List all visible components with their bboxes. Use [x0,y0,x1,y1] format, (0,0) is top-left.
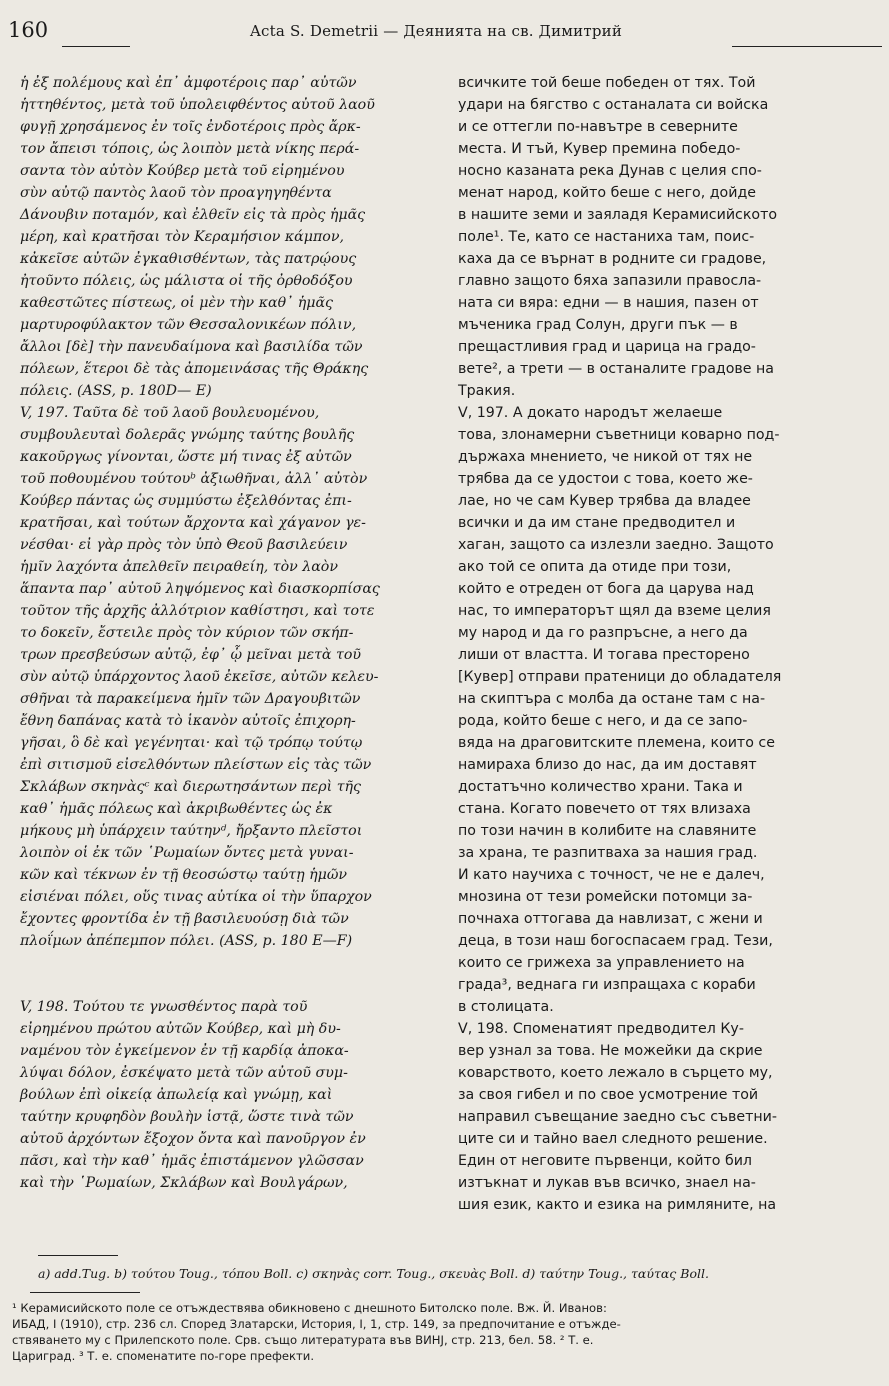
bulgarian-text-line: лае, но че сам Кувер трябва да владее [458,493,751,509]
footnote-rule [30,1292,140,1293]
bulgarian-text-line: и се оттегли по-навътре в северните [458,119,738,135]
greek-text-line: μέρη, καὶ κρατῆσαι τὸν Κεραμήσιον κάμπον, [20,229,344,245]
bulgarian-text-line: носно казаната река Дунав с целия спо- [458,163,762,179]
greek-text-line: αὐτοῦ ἀρχόντων ἔξοχον ὄντα καὶ πανοῦργον ἐν [20,1131,366,1147]
bulgarian-text-line: Тракия. [458,383,516,399]
bulgarian-text-line: V, 198. Споменатият предводител Ку- [458,1021,744,1037]
page-header [0,0,889,60]
greek-text-line: ἄλλοι [δὲ] τὴν πανευδαίμονα καὶ βασιλίδα τῶν [20,339,363,355]
critical-apparatus: a) add.Tug. b) τούτου Toug., τόπου Boll. c) σκηνὰς corr. Toug., σκευὰς Boll. d) ταύτην Toug., ταύτας Boll. [38,1266,709,1281]
greek-text-line: V, 198. Τούτου τε γνωσθέντος παρὰ τοῦ [20,999,308,1015]
bulgarian-text-line: всичките той беше победен от тях. Той [458,75,756,91]
greek-text-line: ἡττηθέντος, μετὰ τοῦ ὑπολειφθέντος αὐτοῦ λαοῦ [20,97,375,113]
greek-text-line: ἅπαντα παρ᾿ αὐτοῦ ληψόμενος καὶ διασκορπίσας [20,581,380,597]
bulgarian-text-line: главно защото бяха запазили правосла- [458,273,762,289]
bulgarian-text-line: мнозина от тези ромейски потомци за- [458,889,753,905]
header-rule-left [62,46,130,47]
bulgarian-text-line: хаган, защото са излезли заедно. Защото [458,537,774,553]
greek-text-line: εἰσιέναι πόλει, οὕς τινας αὐτίκα οἱ τὴν ὕπαρχον [20,889,372,905]
greek-text-line: σὺν αὐτῷ ὑπάρχοντος λαοῦ ἐκεῖσε, αὐτῶν κελευ- [20,669,379,685]
bulgarian-text-line: каха да се върнат в родните си градове, [458,251,767,267]
bulgarian-text-line: за своя гибел и по свое усмотрение той [458,1087,759,1103]
bulgarian-text-line: намираха близо до нас, да им доставят [458,757,757,773]
greek-text-line: ἡ ἐξ πολέμους καὶ ἐπ᾿ ἀμφοτέροις παρ᾿ αὐτῶν [20,75,357,91]
greek-text-line: κἀκεῖσε αὐτῶν ἐγκαθισθέντων, τὰς πατρῴους [20,251,357,267]
footnote-line: ИБАД, I (1910), стр. 236 сл. Според Златарски, История, I, 1, стр. 149, за предпочитание е отъжде- [12,1317,621,1331]
greek-text-line: πᾶσι, καὶ τὴν καθ᾿ ἡμᾶς ἐπιστάμενον γλῶσσαν [20,1153,364,1169]
bulgarian-text-line: Един от неговите първенци, който бил [458,1153,752,1169]
greek-text-line: Σκλάβων σκηνὰςᶜ καὶ διερωτησάντων περὶ τῆς [20,779,361,795]
greek-text-line: σὺν αὐτῷ παντὸς λαοῦ τὸν προαγηγηθέντα [20,185,332,201]
greek-text-line: ταύτην κρυφηδὸν βουλὴν ἱστᾷ, ὥστε τινὰ τῶν [20,1109,354,1125]
bulgarian-text-line: ната си вяра: едни — в нашия, пазен от [458,295,759,311]
footnote-line: Цариград. ³ Т. е. споменатите по-горе префекти. [12,1349,315,1363]
bulgarian-text-line: И като научиха с точност, че не е далеч, [458,867,765,883]
bulgarian-text-line: лиши от властта. И тогава престорено [458,647,750,663]
bulgarian-text-line: вяда на драговитските племена, които се [458,735,775,751]
bulgarian-text-line: който е отреден от бога да царува над [458,581,754,597]
greek-text-line [20,974,442,996]
bulgarian-text-line: в столицата. [458,999,554,1015]
bulgarian-text-line: в нашите земи и заяладя Керамисийското [458,207,778,223]
bulgarian-text-line: коварството, което лежало в сърцето му, [458,1065,773,1081]
greek-text-line: νέσθαι· εἰ γὰρ πρὸς τὸν ὑπὸ Θεοῦ βασιλεύειν [20,537,348,553]
bulgarian-text-line: рода, който беше с него, и да се запо- [458,713,748,729]
greek-text-line: λοιπὸν οἱ ἐκ τῶν ῾Ρωμαίων ὄντες μετὰ γυναι- [20,845,354,861]
greek-text-line: σθῆναι τὰ παρακείμενα ἡμῖν τῶν Δραγουβιτῶν [20,691,361,707]
greek-text-line: καὶ τὴν ῾Ρωμαίων, Σκλάβων καὶ Βουλγάρων, [20,1175,348,1191]
greek-text-line: Δάνουβιν ποταμόν, καὶ ἐλθεῖν εἰς τὰ πρὸς ἡμᾶς [20,207,366,223]
greek-text-line: καθ᾿ ἡμᾶς πόλεως καὶ ἀκριβωθέντες ὡς ἐκ [20,801,333,817]
apparatus-rule [38,1255,118,1256]
greek-text-line: πόλεων, ἕτεροι δὲ τὰς ἀπομεινάσας τῆς Θράκης [20,361,369,377]
bulgarian-text-line: по този начин в колибите на славяните [458,823,757,839]
bulgarian-text-line: нас, то императорът щял да вземе целия [458,603,771,619]
greek-text-line: ἐπὶ σιτισμοῦ εἰσελθόντων πλείστων εἰς τὰς τῶν [20,757,372,773]
header-rule-right [732,46,882,47]
greek-text-line: συμβουλευταὶ δολερᾶς γνώμης ταύτης βουλῆς [20,427,355,443]
greek-text-line: ἡμῖν λαχόντα ἀπελθεῖν πειραθείη, τὸν λαὸν [20,559,338,575]
bulgarian-text-line: достатъчно количество храни. Така и [458,779,743,795]
greek-text-column [20,72,442,1194]
greek-text-line: ἔθνη δαπάνας κατὰ τὸ ἱκανὸν αὐτοῖς ἐπιχορη- [20,713,356,729]
bulgarian-text-line: [Кувер] отправи пратеници до обладателя [458,669,782,685]
greek-text-line: τον ἄπεισι τόποις, ὡς λοιπὸν μετὰ νίκης περά- [20,141,360,157]
greek-text-line: καθεστῶτες πίστεως, οἱ μὲν τὴν καθ᾿ ἡμᾶς [20,295,333,311]
bulgarian-text-line: шия език, както и езика на римляните, на [458,1197,777,1213]
bulgarian-text-line: му народ и да го разпръсне, а него да [458,625,748,641]
bulgarian-text-line: почнаха оттогава да навлизат, с жени и [458,911,763,927]
bulgarian-text-line: удари на бягство с останалата си войска [458,97,769,113]
greek-text-line: φυγῇ χρησάμενος ἐν τοῖς ἐνδοτέροις πρὸς ἄρκ- [20,119,361,135]
greek-text-line: λύψαι δόλον, ἐσκέψατο μετὰ τῶν αὐτοῦ συμ- [20,1065,348,1081]
greek-text-line: Κούβερ πάντας ὡς συμμύστω ἐξελθόντας ἐπι- [20,493,352,509]
greek-text-line: το δοκεῖν, ἔστειλε πρὸς τὸν κύριον τῶν σκήπ- [20,625,354,641]
running-head: Acta S. Demetrii — Деянията на св. Димитрий [250,22,623,40]
greek-text-line: V, 197. Ταῦτα δὲ τοῦ λαοῦ βουλευομένου, [20,405,320,421]
greek-text-line: κρατῆσαι, καὶ τούτων ἄρχοντα καὶ χάγανον γε- [20,515,366,531]
greek-text-line: γῆσαι, ὃ δὲ καὶ γεγένηται· καὶ τῷ τρόπῳ τούτῳ [20,735,363,751]
greek-text-line: ναμένου τὸν ἐγκείμενον ἐν τῇ καρδίᾳ ἀποκα- [20,1043,349,1059]
bulgarian-text-line: мъченика град Солун, други пък — в [458,317,738,333]
greek-text-line: μήκους μὴ ὑπάρχειν ταύτηνᵈ, ἤρξαντο πλεῖστοι [20,823,363,839]
greek-text-line: σαντα τὸν αὐτὸν Κούβερ μετὰ τοῦ εἰρημένου [20,163,345,179]
greek-text-line: τρων πρεσβεύσων αὐτῷ, ἐφ᾿ ᾧ μεῖναι μετὰ τοῦ [20,647,362,663]
page-number: 160 [8,18,49,42]
bulgarian-text-line: държаха мнението, че никой от тях не [458,449,753,465]
bulgarian-text-line: за храна, те разпитваха за нашия град. [458,845,758,861]
footnotes [12,1300,880,1364]
greek-text-line: κῶν καὶ τέκνων ἐν τῇ θεοσώστῳ ταύτῃ ἡμῶν [20,867,348,883]
bulgarian-text-line: на скиптъра с молба да остане там с на- [458,691,766,707]
bulgarian-text-line: това, злонамерни съветници коварно под- [458,427,780,443]
bulgarian-text-line: места. И тъй, Кувер премина победо- [458,141,741,157]
bulgarian-text-line: вете², а трети — в останалите градове на [458,361,774,377]
bulgarian-text-line: ците си и тайно ваел следното решение. [458,1131,768,1147]
footnote-line: ¹ Керамисийското поле се отъждествява обикновено с днешното Битолско поле. Вж. Й. Иванов: [12,1301,607,1315]
bulgarian-text-line: ако той се опита да отиде при този, [458,559,732,575]
greek-text-line: τοῦτον τῆς ἀρχῆς ἀλλότριον καθίστησι, καὶ τοτε [20,603,375,619]
greek-text-line: ἠτοῦντο πόλεις, ὡς μάλιστα οἱ τῆς ὀρθοδόξου [20,273,353,289]
greek-text-line: πλοΐμων ἀπέπεμπον πόλει. (ASS, p. 180 E—F) [20,933,353,949]
greek-text-line: βούλων ἐπὶ οἰκείᾳ ἀπωλείᾳ καὶ γνώμῃ, καὶ [20,1087,333,1103]
bulgarian-text-line: менат народ, който беше с него, дойде [458,185,756,201]
bulgarian-text-column [458,72,878,1216]
bulgarian-text-line: вер узнал за това. Не можейки да скрие [458,1043,763,1059]
bulgarian-text-line: стана. Когато повечето от тях влизаха [458,801,751,817]
bulgarian-text-line: прещастливия град и царица на градо- [458,339,756,355]
greek-text-line: μαρτυροφύλακτον τῶν Θεσσαλονικέων πόλιν, [20,317,357,333]
bulgarian-text-line: трябва да се удостои с това, което же- [458,471,753,487]
greek-text-line [20,952,442,974]
greek-text-line: πόλεις. (ASS, p. 180D— E) [20,383,212,399]
bulgarian-text-line: деца, в този наш богоспасаем град. Тези, [458,933,773,949]
greek-text-line: κακοῦργως γίνονται, ὥστε μή τινας ἐξ αὐτῶν [20,449,352,465]
bulgarian-text-line: изтъкнат и лукав във всичко, знаел на- [458,1175,756,1191]
bulgarian-text-line: V, 197. А докато народът желаеше [458,405,723,421]
bulgarian-text-line: всички и да им стане предводител и [458,515,736,531]
bulgarian-text-line: които се грижеха за управлението на [458,955,745,971]
bulgarian-text-line: града³, веднага ги изпращаха с кораби [458,977,756,993]
greek-text-line: ἔχοντες φροντίδα ἐν τῇ βασιλευούσῃ διὰ τῶν [20,911,349,927]
footnote-line: ствяването му с Прилепското поле. Срв. също литературата във ВИНЈ, стр. 213, бел. 58. ² Т. е. [12,1333,594,1347]
bulgarian-text-line: направил съвещание заедно със съветни- [458,1109,777,1125]
bulgarian-text-line: поле¹. Те, като се настаниха там, поис- [458,229,755,245]
greek-text-line: εἰρημένου πρώτου αὐτῶν Κούβερ, καὶ μὴ δυ- [20,1021,341,1037]
greek-text-line: τοῦ ποθουμένου τούτουᵇ ἀξιωθῆναι, ἀλλ᾿ αὐτὸν [20,471,368,487]
